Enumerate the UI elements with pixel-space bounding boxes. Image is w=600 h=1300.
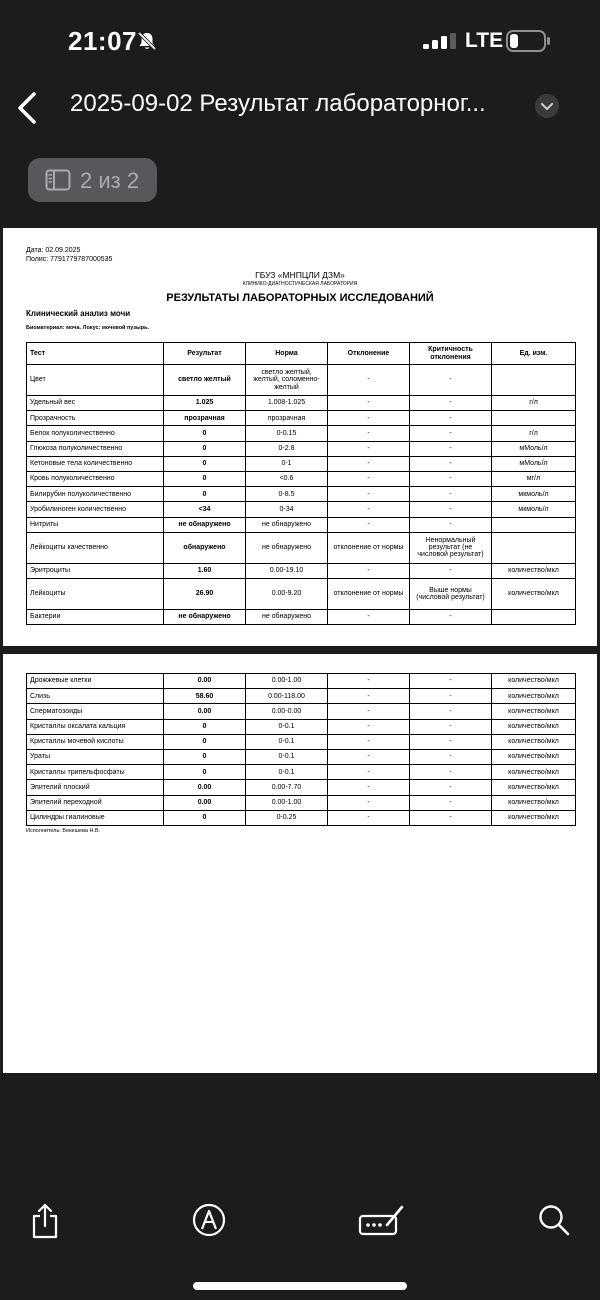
column-header: Отклонение (328, 343, 410, 365)
sidebar-icon (45, 169, 71, 191)
table-cell: 0.00-1.00 (246, 795, 328, 810)
table-cell: - (328, 502, 410, 517)
table-cell: 0-0.15 (246, 426, 328, 441)
table-cell: - (328, 563, 410, 578)
table-cell: количество/мкл (492, 719, 576, 734)
table-cell: мМоль/л (492, 441, 576, 456)
table-cell: 0.00 (164, 674, 246, 689)
table-cell: количество/мкл (492, 734, 576, 749)
table-cell: 0 (164, 749, 246, 764)
table-cell: Белок полуколичественно (27, 426, 164, 441)
table-cell: количество/мкл (492, 810, 576, 825)
table-cell: - (410, 365, 492, 396)
table-cell: 1.60 (164, 563, 246, 578)
table-row (27, 411, 576, 426)
battery-icon (506, 30, 552, 52)
table-cell: - (328, 765, 410, 780)
table-cell: - (328, 674, 410, 689)
table-row (27, 719, 576, 734)
table-cell: 0 (164, 426, 246, 441)
table-cell: - (328, 734, 410, 749)
table-header-row (27, 343, 576, 365)
search-icon[interactable] (537, 1203, 571, 1237)
table-cell: 1.025 (164, 396, 246, 411)
table-cell: - (410, 795, 492, 810)
home-indicator[interactable] (193, 1282, 407, 1290)
table-cell: Прозрачность (27, 411, 164, 426)
table-cell: 0.00-1.00 (246, 674, 328, 689)
table-row (27, 749, 576, 764)
bottom-toolbar (0, 1195, 600, 1251)
table-cell: Эпителий плоский (27, 780, 164, 795)
table-cell: - (410, 780, 492, 795)
table-cell: количество/мкл (492, 563, 576, 578)
table-cell: - (410, 719, 492, 734)
results-table-page-1 (26, 342, 576, 625)
table-cell: мкмоль/л (492, 502, 576, 517)
document-page-2 (3, 654, 597, 1073)
table-cell: 0-2.8 (246, 441, 328, 456)
bell-muted-icon (136, 30, 158, 52)
table-cell: Сперматозоиды (27, 704, 164, 719)
table-row (27, 765, 576, 780)
table-cell: Ураты (27, 749, 164, 764)
table-row (27, 609, 576, 624)
table-cell: <0.6 (246, 471, 328, 486)
table-cell: 0-0.1 (246, 734, 328, 749)
date-line: Дата: 02.09.2025 (26, 247, 81, 254)
table-row (27, 734, 576, 749)
table-cell (492, 609, 576, 624)
status-time: 21:07 (68, 26, 137, 56)
table-cell (492, 532, 576, 563)
table-cell: - (410, 749, 492, 764)
table-cell: - (410, 609, 492, 624)
table-cell: 0 (164, 810, 246, 825)
table-cell: Глюкоза полуколичественно (27, 441, 164, 456)
table-cell: - (410, 674, 492, 689)
table-cell: - (410, 704, 492, 719)
table-row (27, 704, 576, 719)
table-cell: Цилиндры гиалиновые (27, 810, 164, 825)
table-cell: Бактерии (27, 609, 164, 624)
table-cell: - (410, 441, 492, 456)
column-header: Норма (246, 343, 328, 365)
network-type: LTE (465, 29, 504, 52)
table-row (27, 456, 576, 471)
table-row (27, 471, 576, 486)
table-cell: 0.00 (164, 780, 246, 795)
table-cell: Уробилиноген количественно (27, 502, 164, 517)
table-cell: количество/мкл (492, 765, 576, 780)
table-cell: не обнаружено (246, 532, 328, 563)
table-row (27, 426, 576, 441)
table-cell: - (328, 487, 410, 502)
table-cell: - (410, 487, 492, 502)
table-cell: - (328, 396, 410, 411)
table-cell: 0.00-9.20 (246, 578, 328, 609)
table-cell: количество/мкл (492, 704, 576, 719)
table-cell: 0.00-118.00 (246, 689, 328, 704)
table-cell: <34 (164, 502, 246, 517)
table-cell: 0 (164, 487, 246, 502)
column-header: Критичность отклонения (410, 343, 492, 365)
table-cell: 0 (164, 765, 246, 780)
table-cell: - (410, 426, 492, 441)
table-cell: светло желтый (164, 365, 246, 396)
table-row (27, 396, 576, 411)
signature-icon[interactable] (358, 1203, 406, 1237)
table-cell: - (328, 411, 410, 426)
table-cell: - (328, 517, 410, 532)
table-cell: 0.00-19.10 (246, 563, 328, 578)
table-cell: - (328, 719, 410, 734)
table-row (27, 795, 576, 810)
table-cell: 0-0.1 (246, 765, 328, 780)
chevron-down-icon[interactable] (535, 94, 559, 118)
table-cell: - (328, 471, 410, 486)
table-row (27, 578, 576, 609)
table-cell: количество/мкл (492, 674, 576, 689)
table-cell: количество/мкл (492, 689, 576, 704)
table-cell: количество/мкл (492, 578, 576, 609)
table-row (27, 487, 576, 502)
table-cell: Дрожжевые клетки (27, 674, 164, 689)
table-cell: - (328, 689, 410, 704)
page-indicator-label: 2 из 2 (80, 168, 140, 193)
table-cell (492, 365, 576, 396)
table-cell: 0 (164, 734, 246, 749)
markup-icon[interactable] (192, 1203, 226, 1237)
table-cell: 0.00-7.70 (246, 780, 328, 795)
table-cell: отклонение от нормы (328, 578, 410, 609)
share-icon[interactable] (30, 1203, 60, 1239)
table-cell: - (410, 471, 492, 486)
results-title: РЕЗУЛЬТАТЫ ЛАБОРАТОРНЫХ ИССЛЕДОВАНИЙ (166, 292, 434, 304)
table-cell (492, 411, 576, 426)
table-cell: количество/мкл (492, 749, 576, 764)
table-cell: не обнаружено (246, 517, 328, 532)
table-cell: 0-0.1 (246, 749, 328, 764)
table-cell: 0-1 (246, 456, 328, 471)
table-cell: не обнаружено (164, 517, 246, 532)
table-cell: количество/мкл (492, 780, 576, 795)
table-cell: 0-8.5 (246, 487, 328, 502)
table-cell: 0 (164, 456, 246, 471)
column-header: Ед. изм. (492, 343, 576, 365)
table-cell: - (328, 749, 410, 764)
table-cell: - (410, 517, 492, 532)
table-cell: 26.90 (164, 578, 246, 609)
document-page-1 (3, 228, 597, 646)
table-cell: Эритроциты (27, 563, 164, 578)
table-row (27, 517, 576, 532)
biomaterial-line: Биоматериал: моча. Локус: мочевой пузырь. (26, 325, 149, 331)
table-cell: Лейкоциты качественно (27, 532, 164, 563)
table-row (27, 780, 576, 795)
table-row (27, 810, 576, 825)
table-cell: Кристаллы трипельфосфаты (27, 765, 164, 780)
table-cell: Лейкоциты (27, 578, 164, 609)
table-cell: прозрачная (164, 411, 246, 426)
table-row (27, 563, 576, 578)
table-cell: - (410, 411, 492, 426)
table-cell: Кристаллы мочевой кислоты (27, 734, 164, 749)
table-row (27, 689, 576, 704)
table-cell: не обнаружено (164, 609, 246, 624)
table-row (27, 365, 576, 396)
section-title: Клинический анализ мочи (26, 309, 131, 318)
status-bar (0, 0, 600, 80)
table-cell: - (410, 689, 492, 704)
signal-icon (423, 33, 457, 49)
table-cell: Ненормальный результат (не числовой результат) (410, 532, 492, 563)
table-cell: - (328, 810, 410, 825)
table-cell: Эпителий переходной (27, 795, 164, 810)
table-cell: Цвет (27, 365, 164, 396)
table-cell: 0 (164, 471, 246, 486)
table-cell: - (410, 456, 492, 471)
table-cell: - (410, 396, 492, 411)
table-cell: 0 (164, 719, 246, 734)
table-cell: - (410, 734, 492, 749)
table-cell: - (410, 502, 492, 517)
table-cell: г/л (492, 396, 576, 411)
table-cell: Слизь (27, 689, 164, 704)
table-cell: - (328, 365, 410, 396)
table-cell: светло желтый, желтый, соломенно-желтый (246, 365, 328, 396)
document-title: 2025-09-02 Результат лабораторног... (70, 90, 486, 117)
table-cell: Кровь полуколичественно (27, 471, 164, 486)
table-cell: 1.008-1.025 (246, 396, 328, 411)
table-cell: 0.00-0.00 (246, 704, 328, 719)
policy-line: Полис: 7791779787000535 (26, 256, 113, 263)
table-cell: Кристаллы оксалата кальция (27, 719, 164, 734)
table-cell: - (328, 441, 410, 456)
table-cell: Билирубин полуколичественно (27, 487, 164, 502)
table-cell: Удельный вес (27, 396, 164, 411)
table-cell: - (328, 795, 410, 810)
table-cell: - (328, 456, 410, 471)
laboratory-name: КЛИНИКО-ДИАГНОСТИЧЕСКАЯ ЛАБОРАТОРИЯ (242, 281, 358, 287)
table-cell: 0-0.1 (246, 719, 328, 734)
page-indicator-button[interactable] (28, 158, 157, 202)
table-row (27, 532, 576, 563)
table-cell: прозрачная (246, 411, 328, 426)
table-cell: мкмоль/л (492, 487, 576, 502)
nav-bar (0, 80, 600, 136)
table-cell: Нитриты (27, 517, 164, 532)
table-cell: 0.00 (164, 795, 246, 810)
table-row (27, 674, 576, 689)
results-table-page-2 (26, 673, 576, 826)
performer-line: Исполнитель: Бекешева Н.В. (26, 828, 101, 834)
table-cell: - (328, 609, 410, 624)
table-cell: - (410, 810, 492, 825)
table-cell: не обнаружено (246, 609, 328, 624)
table-cell: - (328, 780, 410, 795)
column-header: Результат (164, 343, 246, 365)
table-cell: г/л (492, 426, 576, 441)
back-icon[interactable] (14, 90, 40, 126)
table-cell: мМоль/л (492, 456, 576, 471)
table-cell: мг/л (492, 471, 576, 486)
table-cell: - (410, 765, 492, 780)
table-cell: 0.00 (164, 704, 246, 719)
table-cell: отклонение от нормы (328, 532, 410, 563)
table-cell: Выше нормы (числовой результат) (410, 578, 492, 609)
organization-name: ГБУЗ «МНПЦЛИ ДЗМ» (255, 270, 345, 280)
table-cell: количество/мкл (492, 795, 576, 810)
table-cell (492, 517, 576, 532)
table-cell: обнаружено (164, 532, 246, 563)
table-cell: Кетоновые тела количественно (27, 456, 164, 471)
table-cell: 58.60 (164, 689, 246, 704)
table-cell: - (410, 563, 492, 578)
table-cell: - (328, 426, 410, 441)
column-header: Тест (27, 343, 164, 365)
table-cell: 0 (164, 441, 246, 456)
table-cell: 0-34 (246, 502, 328, 517)
table-cell: - (328, 704, 410, 719)
table-row (27, 441, 576, 456)
table-row (27, 502, 576, 517)
table-cell: 0-0.25 (246, 810, 328, 825)
